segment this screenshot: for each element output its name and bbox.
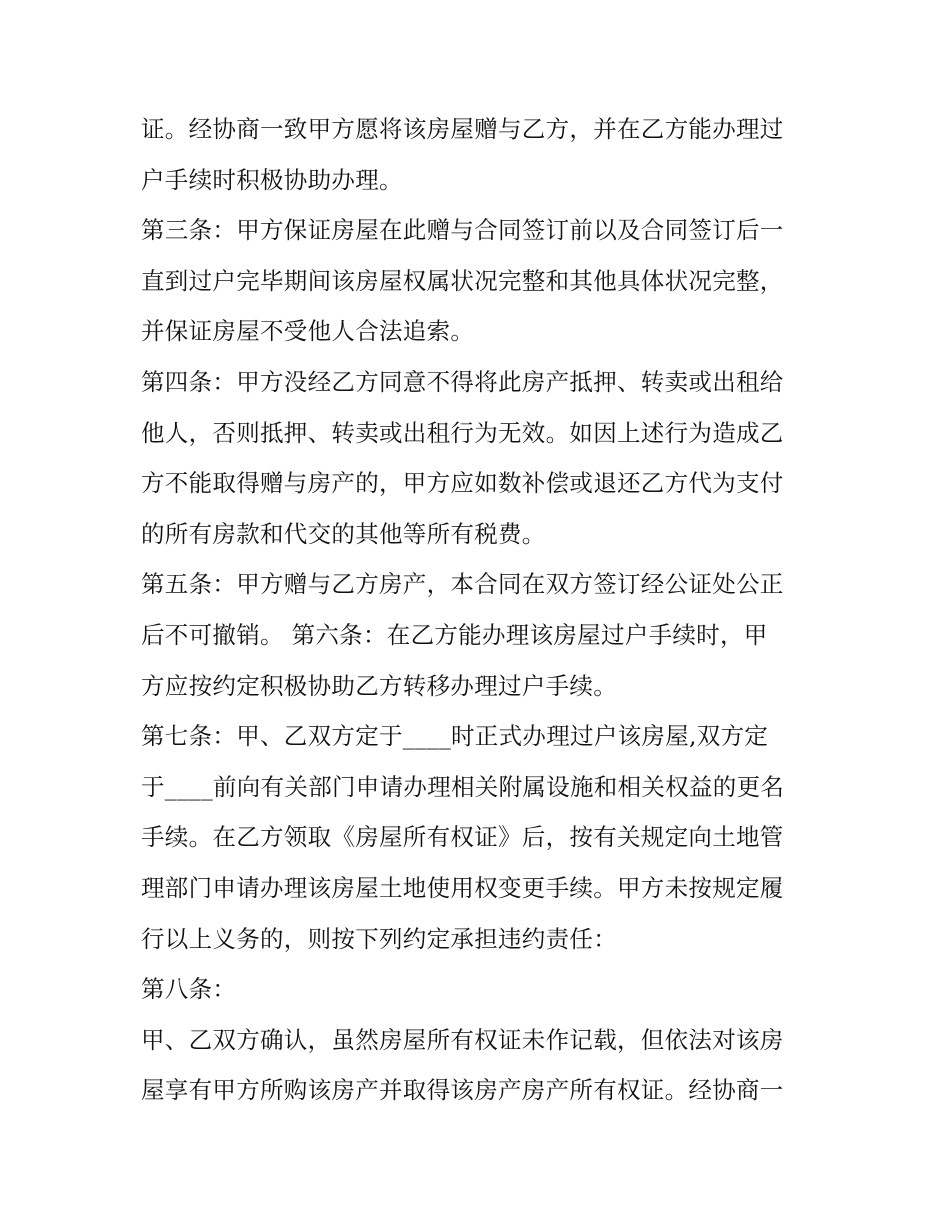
text-line: 手续。在乙方领取《房屋所有权证》后，按有关规定向土地管 bbox=[141, 823, 784, 852]
text-line: 第五条：甲方赠与乙方房产，本合同在双方签订经公证处公正 bbox=[141, 570, 784, 599]
text-line: 方应按约定积极协助乙方转移办理过户手续。 bbox=[141, 671, 617, 700]
text-line: 并保证房屋不受他人合法追索。 bbox=[141, 317, 475, 346]
text-line: 理部门申请办理该房屋土地使用权变更手续。甲方未按规定履 bbox=[141, 873, 784, 902]
text-line: 于____前向有关部门申请办理相关附属设施和相关权益的更名 bbox=[141, 772, 785, 801]
text-line: 第七条：甲、乙双方定于____时正式办理过户该房屋,双方定 bbox=[141, 722, 769, 751]
text-line: 直到过户完毕期间该房屋权属状况完整和其他具体状况完整， bbox=[141, 266, 784, 295]
text-line: 方不能取得赠与房产的，甲方应如数补偿或退还乙方代为支付 bbox=[141, 469, 784, 498]
text-line: 第四条：甲方没经乙方同意不得将此房产抵押、转卖或出租给 bbox=[141, 367, 784, 396]
text-line: 他人，否则抵押、转卖或出租行为无效。如因上述行为造成乙 bbox=[141, 418, 784, 447]
text-line: 第八条： bbox=[141, 975, 237, 1004]
text-line: 后不可撤销。 第六条：在乙方能办理该房屋过户手续时，甲 bbox=[141, 620, 768, 649]
text-line: 证。经协商一致甲方愿将该房屋赠与乙方，并在乙方能办理过 bbox=[141, 115, 784, 143]
text-line: 屋享有甲方所购该房产并取得该房产房产所有权证。经协商一 bbox=[141, 1076, 784, 1105]
text-line: 户手续时积极协助办理。 bbox=[141, 165, 403, 194]
text-line: 的所有房款和代交的其他等所有税费。 bbox=[141, 519, 546, 548]
text-line: 行以上义务的，则按下列约定承担违约责任： bbox=[141, 924, 617, 953]
contract-text bbox=[141, 104, 821, 1116]
text-line: 甲、乙双方确认，虽然房屋所有权证未作记载，但依法对该房 bbox=[141, 1025, 784, 1054]
text-line: 第三条：甲方保证房屋在此赠与合同签订前以及合同签订后一 bbox=[141, 216, 784, 245]
